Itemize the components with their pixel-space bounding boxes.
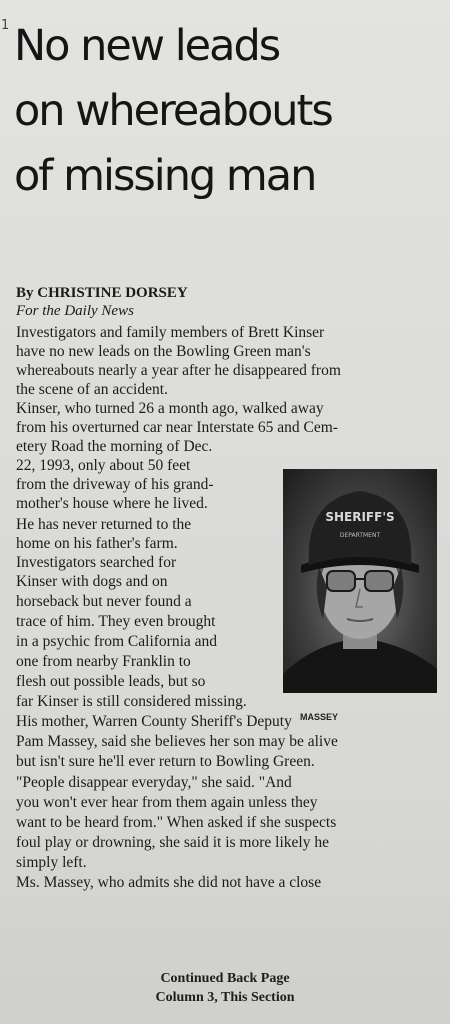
body-line: from his overturned car near Interstate 65 and Cem- — [16, 419, 338, 436]
body-line: far Kinser is still considered missing. — [16, 693, 247, 710]
body-line: flesh out possible leads, but so — [16, 673, 206, 690]
body-line: in a psychic from California and — [16, 633, 218, 650]
massey-photo — [283, 469, 437, 693]
body-line: foul play or drowning, she said it is more likely he — [16, 834, 329, 851]
body-line: He has never returned to the — [16, 516, 192, 533]
body-line: etery Road the morning of Dec. — [16, 438, 213, 455]
body-line: His mother, Warren County Sheriff's Deputy — [16, 713, 292, 730]
body-line: home on his father's farm. — [16, 535, 178, 552]
body-line: have no new leads on the Bowling Green man's — [16, 343, 311, 360]
body-line: 22, 1993, only about 50 feet — [16, 457, 191, 474]
body-line: simply left. — [16, 854, 87, 871]
body-line: "People disappear everyday," she said. "And — [16, 774, 292, 791]
corner-mark: 1 — [1, 18, 10, 33]
headline — [14, 14, 444, 209]
body-line: Kinser with dogs and on — [16, 573, 168, 590]
body-line: one from nearby Franklin to — [16, 653, 191, 670]
continued-line: Continued Back Page — [160, 971, 290, 986]
body-line: Investigators searched for — [16, 554, 177, 571]
body-line: trace of him. They even brought — [16, 613, 216, 630]
body-line: Kinser, who turned 26 a month ago, walked away — [16, 400, 324, 417]
byline: By CHRISTINE DORSEY — [16, 285, 188, 301]
body-line: Pam Massey, said she believes her son may be alive — [16, 733, 338, 750]
body-line: whereabouts nearly a year after he disappeared from — [16, 362, 341, 379]
source-line: For the Daily News — [16, 303, 134, 319]
body-line: mother's house where he lived. — [16, 495, 208, 512]
body-line: from the driveway of his grand- — [16, 476, 214, 493]
continued-line: Column 3, This Section — [155, 990, 295, 1005]
body-line: Ms. Massey, who admits she did not have a close — [16, 874, 322, 891]
body-line: the scene of an accident. — [16, 381, 168, 398]
cap-text: SHERIFF'S — [325, 510, 395, 524]
photo-caption: MASSEY — [300, 712, 339, 722]
body-line: horseback but never found a — [16, 593, 192, 610]
body-line: want to be heard from." When asked if she suspects — [16, 814, 337, 831]
headline-line: No new leads — [14, 21, 280, 71]
body-line: Investigators and family members of Brett Kinser — [16, 324, 325, 341]
body-line: you won't ever hear from them again unless they — [16, 794, 318, 811]
headline-line: on whereabouts — [14, 86, 332, 136]
headline-line: of missing man — [14, 151, 316, 201]
body-line: but isn't sure he'll ever return to Bowling Green. — [16, 753, 315, 770]
photo-illustration — [283, 469, 437, 693]
cap-text: DEPARTMENT — [339, 532, 381, 539]
